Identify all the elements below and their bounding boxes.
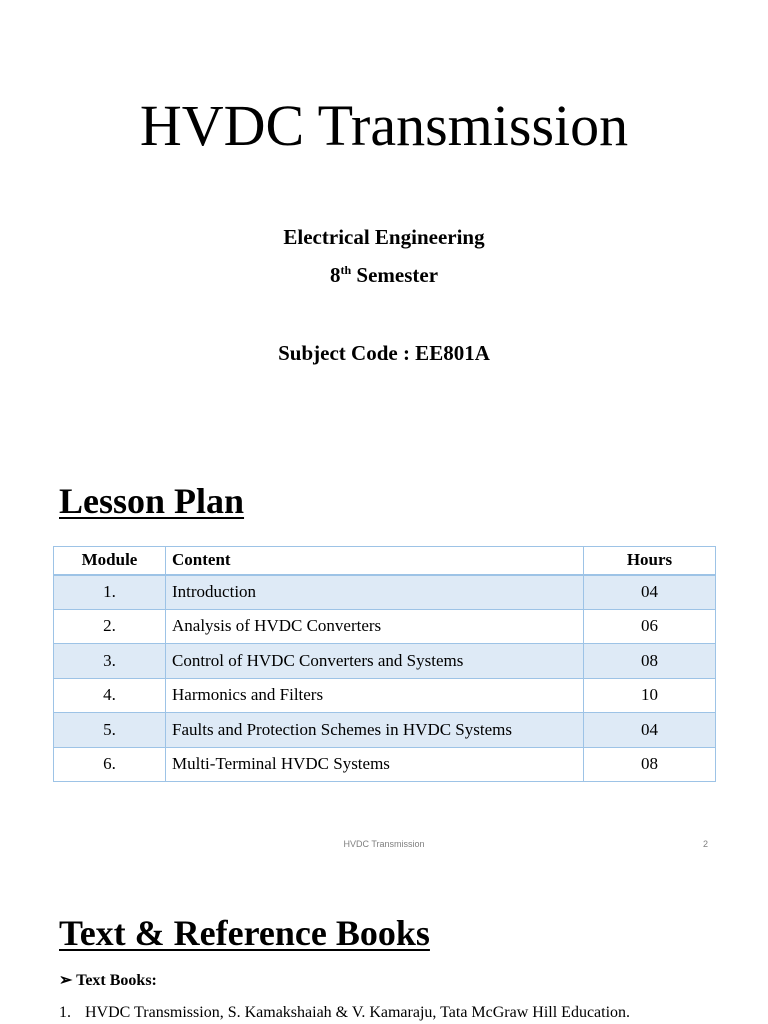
column-header-module: Module [54, 547, 166, 575]
content-cell: Harmonics and Filters [166, 678, 584, 713]
semester-line [0, 262, 768, 288]
subject-code-line: Subject Code : EE801A [278, 341, 490, 365]
column-header-content: Content [166, 547, 584, 575]
content-cell: Analysis of HVDC Converters [166, 609, 584, 644]
hours-cell: 08 [584, 644, 716, 679]
list-item [59, 1002, 630, 1024]
hours-cell: 06 [584, 609, 716, 644]
content-cell: Control of HVDC Converters and Systems [166, 644, 584, 679]
footer-page-number: 2 [703, 839, 709, 849]
document-title: HVDC Transmission [139, 93, 629, 158]
hours-cell: 08 [584, 747, 716, 782]
list-item-text: HVDC Transmission, S. Kamakshaiah & V. Kamaraju, Tata McGraw Hill Education. [85, 1004, 631, 1021]
lesson-plan-heading: Lesson Plan [59, 481, 245, 521]
table-row [54, 575, 716, 610]
footer-title: HVDC Transmission [343, 839, 425, 849]
semester-word: Semester [356, 263, 439, 287]
content-cell: Multi-Terminal HVDC Systems [166, 747, 584, 782]
table-row [54, 678, 716, 713]
books-heading: Text & Reference Books [59, 913, 430, 953]
hours-cell: 10 [584, 678, 716, 713]
table-row [54, 609, 716, 644]
hours-cell: 04 [584, 713, 716, 748]
column-header-hours: Hours [584, 547, 716, 575]
lesson-plan-table [53, 546, 716, 782]
content-cell: Introduction [166, 575, 584, 610]
module-cell: 1. [54, 575, 166, 610]
content-cell: Faults and Protection Schemes in HVDC Systems [166, 713, 584, 748]
table-row [54, 644, 716, 679]
table-row [54, 713, 716, 748]
text-books-label-text: Text Books: [76, 972, 157, 989]
arrow-bullet-icon: ➢ [59, 972, 73, 989]
module-cell: 5. [54, 713, 166, 748]
module-cell: 2. [54, 609, 166, 644]
table-header-row [54, 547, 716, 575]
table-row [54, 747, 716, 782]
module-cell: 6. [54, 747, 166, 782]
semester-number: 8 [329, 263, 341, 287]
module-cell: 4. [54, 678, 166, 713]
module-cell: 3. [54, 644, 166, 679]
department-line: Electrical Engineering [283, 225, 485, 249]
semester-suffix: th [340, 263, 352, 277]
text-books-label [59, 970, 157, 992]
list-item-number: 1. [59, 1004, 71, 1021]
hours-cell: 04 [584, 575, 716, 610]
